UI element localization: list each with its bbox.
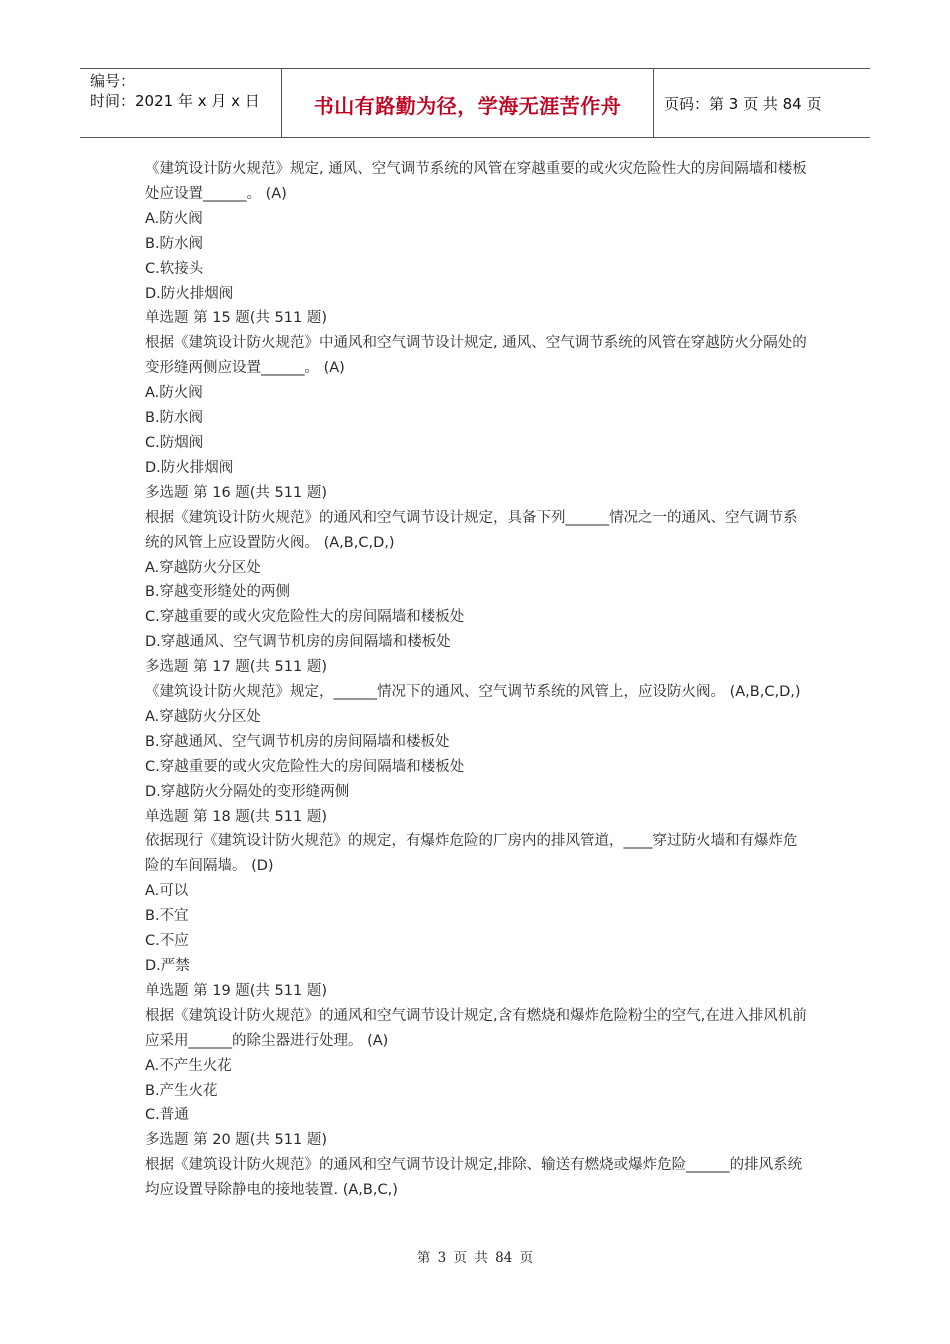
option-line: A.穿越防火分区处 xyxy=(145,708,261,725)
option-line: B.防水阀 xyxy=(145,235,204,252)
option-line: D.防火排烟阀 xyxy=(145,459,234,476)
header-motto-cell xyxy=(282,69,654,137)
option-line: C.穿越重要的或火灾危险性大的房间隔墙和楼板处 xyxy=(145,758,465,775)
question-text: 《建筑设计防火规范》规定，______情况下的通风、空气调节系统的风管上，应设防火阀。 (A,B,C,D,) xyxy=(145,684,801,701)
option-line: D.穿越通风、空气调节机房的房间隔墙和楼板处 xyxy=(145,634,451,651)
question-header: 单选题 第 19 题(共 511 题) xyxy=(145,982,327,999)
option-line: D.防火排烟阀 xyxy=(145,285,234,302)
question-header: 多选题 第 16 题(共 511 题) xyxy=(145,484,327,501)
header-page-cell xyxy=(654,69,870,137)
option-line: A.防火阀 xyxy=(145,385,203,402)
option-line: B.防水阀 xyxy=(145,410,204,427)
option-line: C.穿越重要的或火灾危险性大的房间隔墙和楼板处 xyxy=(145,609,465,626)
question-header: 单选题 第 18 题(共 511 题) xyxy=(145,808,327,825)
option-line: C.不应 xyxy=(145,933,189,950)
document-body xyxy=(145,157,810,1203)
page-footer: 第 3 页 共 84 页 xyxy=(416,1250,534,1266)
question-text: 依据现行《建筑设计防火规范》的规定，有爆炸危险的厂房内的排风管道，____穿过防火墙和有爆炸危险的车间隔墙。 (D) xyxy=(145,833,798,875)
question-header: 单选题 第 15 题(共 511 题) xyxy=(145,310,327,327)
question-header: 多选题 第 17 题(共 511 题) xyxy=(145,659,327,676)
header-page-number: 页码：第 3 页 共 84 页 xyxy=(664,95,822,113)
question-text: 根据《建筑设计防火规范》的通风和空气调节设计规定,排除、输送有燃烧或爆炸危险______的排风系统均应设置导除静电的接地装置. (A,B,C,) xyxy=(145,1157,803,1199)
header-motto: 书山有路勤为径，学海无涯苦作舟 xyxy=(313,93,622,118)
question-header: 多选题 第 20 题(共 511 题) xyxy=(145,1132,327,1149)
document-code-label: 编号： xyxy=(90,72,136,90)
option-line: C.软接头 xyxy=(145,260,204,277)
option-line: B.穿越变形缝处的两侧 xyxy=(145,584,291,601)
option-line: A.穿越防火分区处 xyxy=(145,559,261,576)
header-info xyxy=(80,69,282,137)
option-line: A.可以 xyxy=(145,883,189,900)
option-line: D.穿越防火分隔处的变形缝两侧 xyxy=(145,783,350,800)
page-header xyxy=(80,68,870,138)
question-text: 根据《建筑设计防火规范》的通风和空气调节设计规定，具备下列______情况之一的通风、空气调节系统的风管上应设置防火阀。 (A,B,C,D,) xyxy=(145,509,798,551)
option-line: A.不产生火花 xyxy=(145,1057,232,1074)
option-line: B.产生火花 xyxy=(145,1082,218,1099)
document-time-label: 时间：2021 年 x 月 x 日 xyxy=(90,92,260,110)
option-line: C.普通 xyxy=(145,1107,189,1124)
question-text: 《建筑设计防火规范》规定, 通风、空气调节系统的风管在穿越重要的或火灾危险性大的房间隔墙和楼板处应设置______。 (A) xyxy=(145,161,807,202)
question-text: 根据《建筑设计防火规范》中通风和空气调节设计规定, 通风、空气调节系统的风管在穿越防火分隔处的变形缝两侧应设置______。 (A) xyxy=(145,335,807,377)
option-line: B.穿越通风、空气调节机房的房间隔墙和楼板处 xyxy=(145,733,450,750)
question-text: 根据《建筑设计防火规范》的通风和空气调节设计规定,含有燃烧和爆炸危险粉尘的空气,在进入排风机前应采用______的除尘器进行处理。 (A) xyxy=(145,1007,807,1049)
option-line: C.防烟阀 xyxy=(145,434,204,451)
option-line: D.严禁 xyxy=(145,958,190,974)
option-line: A.防火阀 xyxy=(145,210,203,227)
option-line: B.不宜 xyxy=(145,908,189,925)
